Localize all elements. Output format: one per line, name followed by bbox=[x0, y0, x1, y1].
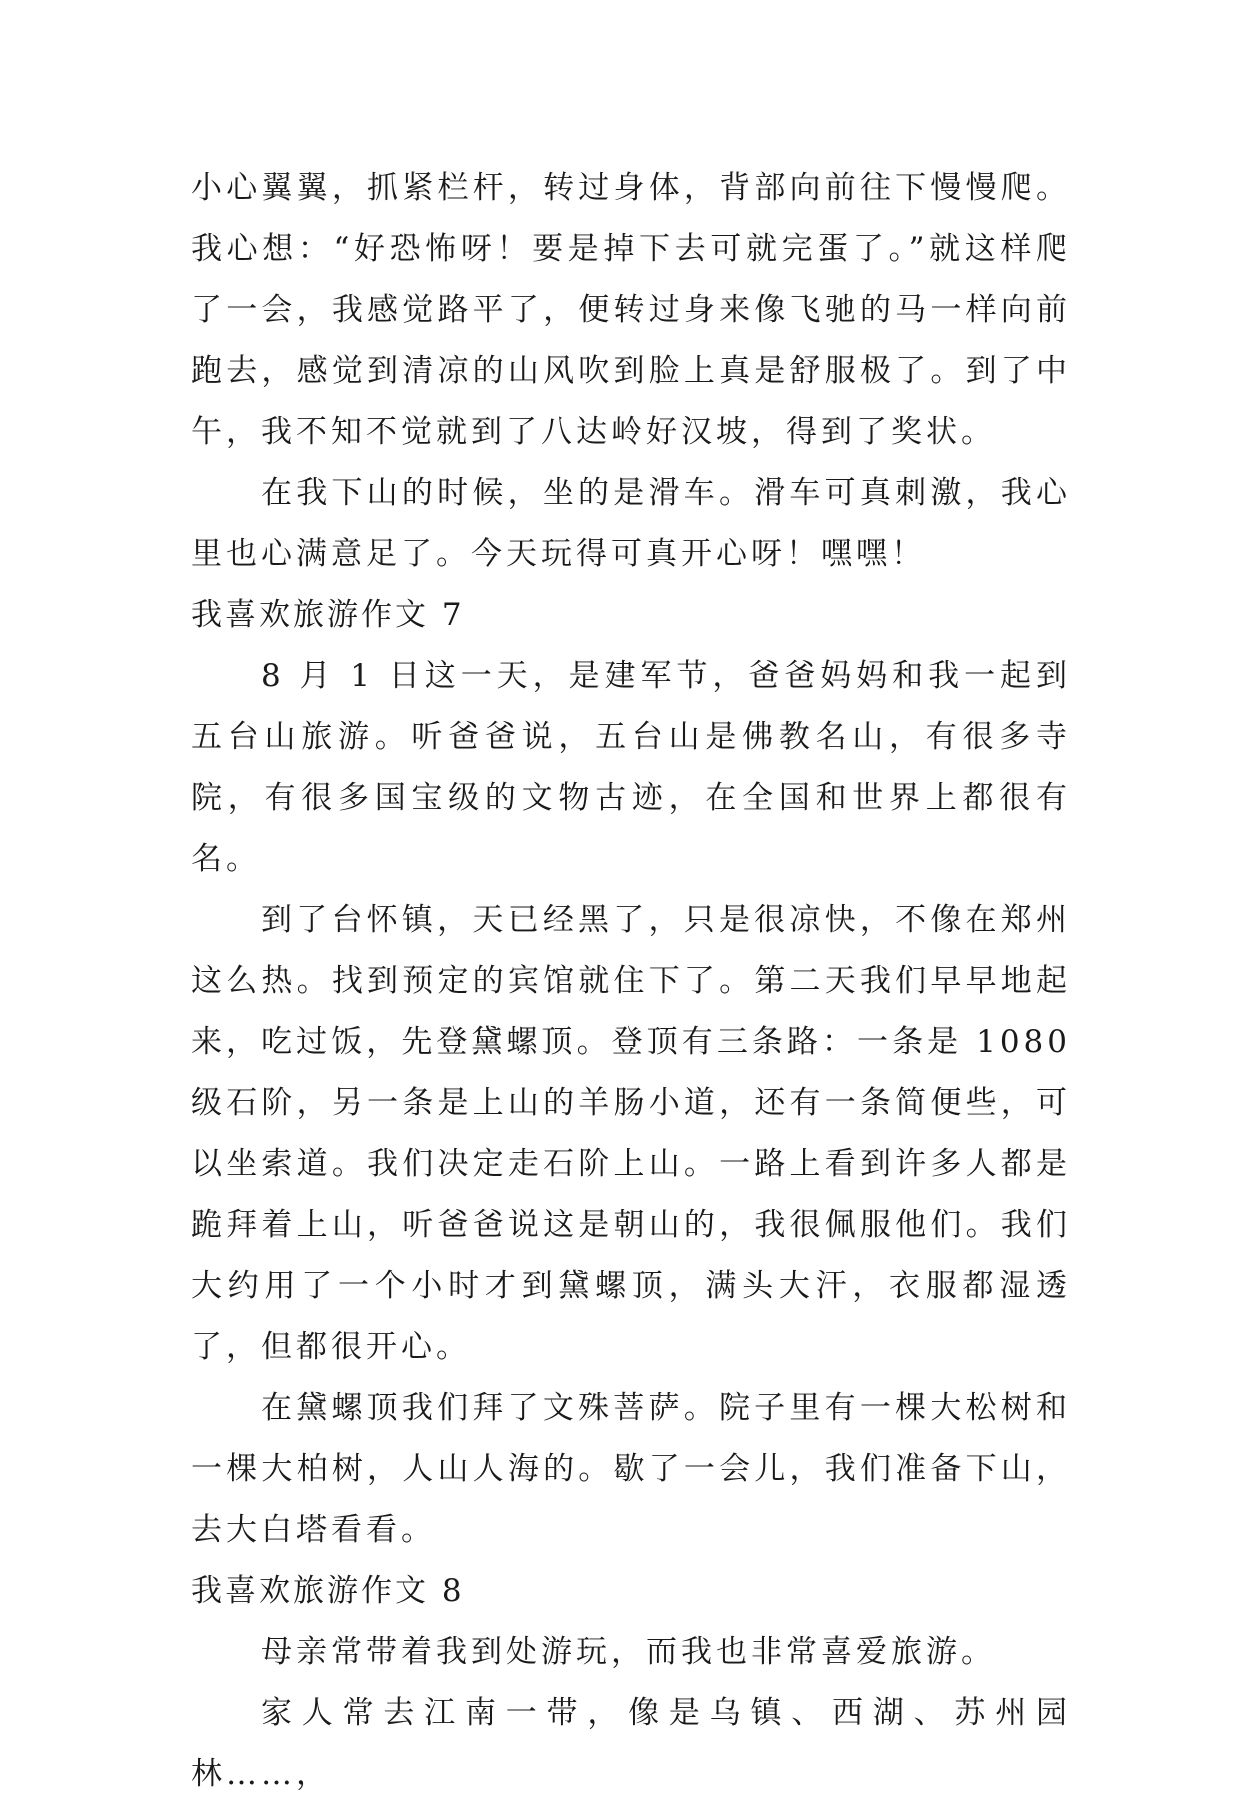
paragraph-taihuai-town: 到了台怀镇，天已经黑了，只是很凉快，不像在郑州这么热。找到预定的宾馆就住下了。第二天我们早早地起来，吃过饭，先登黛螺顶。登顶有三条路：一条是 1080 级石阶，另一条是上山的羊肠小道，还有一条简便些，可以坐索道。我们决定走石阶上山。一路上看到许多人都是跪拜着上山，听爸爸说这是朝山的，我很佩服他们。我们大约用了一个小时才到黛螺顶，满头大汗，衣服都湿透了，但都很开心。 bbox=[191, 902, 1071, 1365]
document-body bbox=[191, 158, 1071, 1805]
paragraph-jiangnan: 家人常去江南一带，像是乌镇、西湖、苏州园林……， bbox=[191, 1695, 1071, 1792]
essay-heading-8: 我喜欢旅游作文 8 bbox=[191, 1573, 465, 1609]
paragraph-dailuo-peak: 在黛螺顶我们拜了文殊菩萨。院子里有一棵大松树和一棵大柏树，人山人海的。歇了一会儿，我们准备下山，去大白塔看看。 bbox=[191, 1390, 1071, 1548]
paragraph-great-wall-climb: 小心翼翼，抓紧栏杆，转过身体，背部向前往下慢慢爬。我心想：“好恐怖呀！要是掉下去可就完蛋了。”就这样爬了一会，我感觉路平了，便转过身来像飞驰的马一样向前跑去，感觉到清凉的山风吹到脸上真是舒服极了。到了中午，我不知不觉就到了八达岭好汉坡，得到了奖状。 bbox=[191, 170, 1071, 450]
paragraph-sled-ride: 在我下山的时候，坐的是滑车。滑车可真刺激，我心里也心满意足了。今天玩得可真开心呀！嘿嘿！ bbox=[191, 475, 1071, 572]
paragraph-wutai-intro: 8 月 1 日这一天，是建军节，爸爸妈妈和我一起到五台山旅游。听爸爸说，五台山是佛教名山，有很多寺院，有很多国宝级的文物古迹，在全国和世界上都很有名。 bbox=[191, 658, 1071, 877]
essay-heading-7: 我喜欢旅游作文 7 bbox=[191, 597, 465, 633]
paragraph-mother-travel: 母亲常带着我到处游玩，而我也非常喜爱旅游。 bbox=[261, 1634, 996, 1670]
